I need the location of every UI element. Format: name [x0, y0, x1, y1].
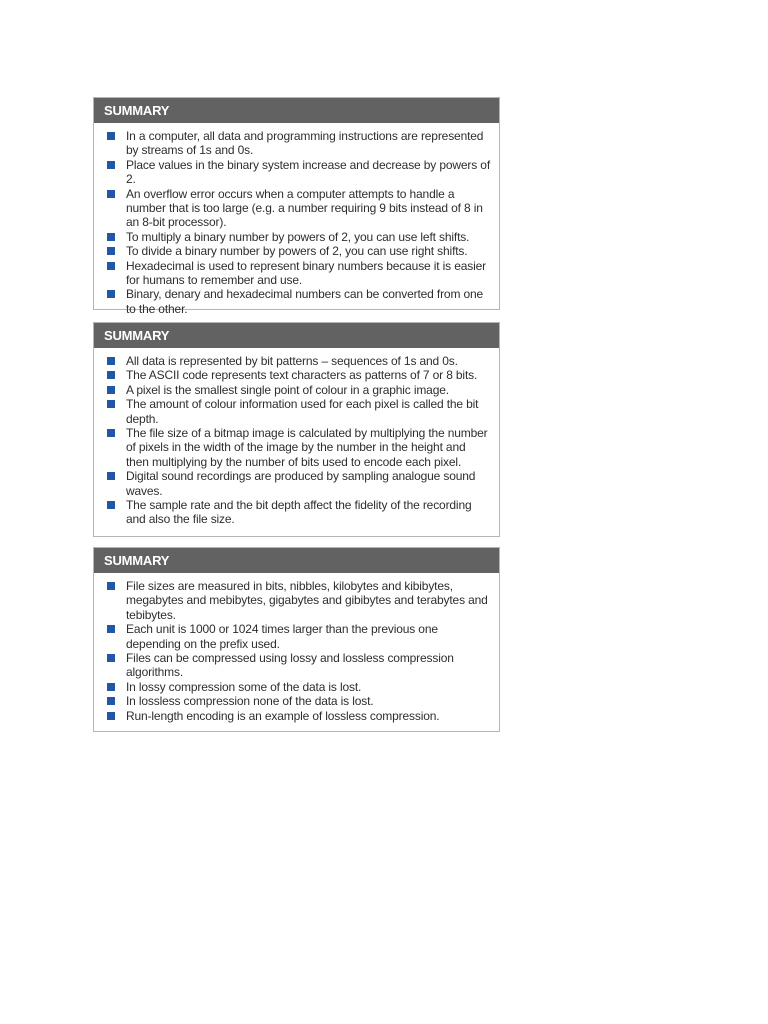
summary-item [106, 230, 491, 244]
summary-item-text: Files can be compressed using lossy and lossless compression algorithms. [126, 651, 454, 680]
summary-item-text: Each unit is 1000 or 1024 times larger than the previous one depending on the prefix used. [126, 622, 438, 651]
summary-item-text: Binary, denary and hexadecimal numbers can be converted from one to the other. [126, 287, 484, 316]
summary-item-text: In lossy compression some of the data is lost. [126, 679, 362, 694]
summary-item-text: All data is represented by bit patterns – sequences of 1s and 0s. [126, 354, 458, 368]
summary-item-text: In lossless compression none of the data is lost. [126, 694, 374, 709]
square-bullet-icon [107, 400, 115, 408]
summary-item-text: The ASCII code represents text characters as patterns of 7 or 8 bits. [126, 368, 478, 383]
summary-header: SUMMARY [94, 548, 499, 573]
summary-item [106, 426, 491, 469]
summary-item [106, 397, 491, 426]
summary-item-text: The file size of a bitmap image is calculated by multiplying the number of pixels in the width of the image by the number in the height and then multiplying by the number of bits used to encode each pixel. [126, 426, 488, 469]
square-bullet-icon [107, 132, 115, 140]
summary-item [106, 498, 491, 527]
summary-list [94, 123, 499, 316]
summary-item [106, 680, 491, 694]
summary-item [106, 259, 491, 288]
summary-item-text: To divide a binary number by powers of 2, you can use right shifts. [126, 244, 468, 259]
summary-list [94, 573, 499, 723]
summary-item [106, 579, 491, 622]
summary-header: SUMMARY [94, 98, 499, 123]
summary-item [106, 187, 491, 230]
square-bullet-icon [107, 654, 115, 662]
summary-box-2 [93, 322, 500, 537]
summary-item [106, 694, 491, 708]
summary-list [94, 348, 499, 527]
square-bullet-icon [107, 472, 115, 480]
summary-item [106, 383, 491, 397]
square-bullet-icon [107, 190, 115, 198]
summary-item-text: The sample rate and the bit depth affect the fidelity of the recording and also the file size. [126, 498, 472, 527]
summary-item-text: In a computer, all data and programming instructions are represented by streams of 1s and 0s. [126, 129, 484, 158]
summary-item [106, 651, 491, 680]
square-bullet-icon [107, 429, 115, 437]
summary-item [106, 368, 491, 382]
square-bullet-icon [107, 161, 115, 169]
summary-item-text: File sizes are measured in bits, nibbles, kilobytes and kibibytes, megabytes and mebibytes, gigabytes and gibibytes and terabytes and tebibytes. [126, 579, 488, 622]
square-bullet-icon [107, 582, 115, 590]
square-bullet-icon [107, 371, 115, 379]
summary-item [106, 244, 491, 258]
summary-item-text: Hexadecimal is used to represent binary numbers because it is easier for humans to remember and use. [126, 258, 486, 288]
square-bullet-icon [107, 233, 115, 241]
summary-box-3 [93, 547, 500, 732]
summary-item-text: An overflow error occurs when a computer attempts to handle a number that is too large (e.g. a number requiring 9 bits instead of 8 in an 8-bit processor). [126, 186, 483, 230]
square-bullet-icon [107, 501, 115, 509]
square-bullet-icon [107, 357, 115, 365]
square-bullet-icon [107, 697, 115, 705]
summary-item [106, 354, 491, 368]
summary-item [106, 158, 491, 187]
square-bullet-icon [107, 712, 115, 720]
square-bullet-icon [107, 262, 115, 270]
square-bullet-icon [107, 683, 115, 691]
summary-item-text: Place values in the binary system increase and decrease by powers of 2. [126, 157, 490, 187]
square-bullet-icon [107, 290, 115, 298]
square-bullet-icon [107, 247, 115, 255]
summary-item-text: To multiply a binary number by powers of 2, you can use left shifts. [126, 229, 470, 244]
summary-item-text: Digital sound recordings are produced by sampling analogue sound waves. [126, 469, 476, 498]
summary-item [106, 622, 491, 651]
summary-box-1 [93, 97, 500, 316]
square-bullet-icon [107, 386, 115, 394]
summary-item-text: Run-length encoding is an example of lossless compression. [126, 708, 440, 723]
summary-item-text: The amount of colour information used for each pixel is called the bit depth. [126, 397, 479, 426]
summary-header: SUMMARY [94, 323, 499, 348]
summary-item [106, 287, 491, 316]
summary-item-text: A pixel is the smallest single point of colour in a graphic image. [126, 382, 449, 397]
square-bullet-icon [107, 625, 115, 633]
summary-item [106, 129, 491, 158]
summary-item [106, 709, 491, 723]
summary-item [106, 469, 491, 498]
